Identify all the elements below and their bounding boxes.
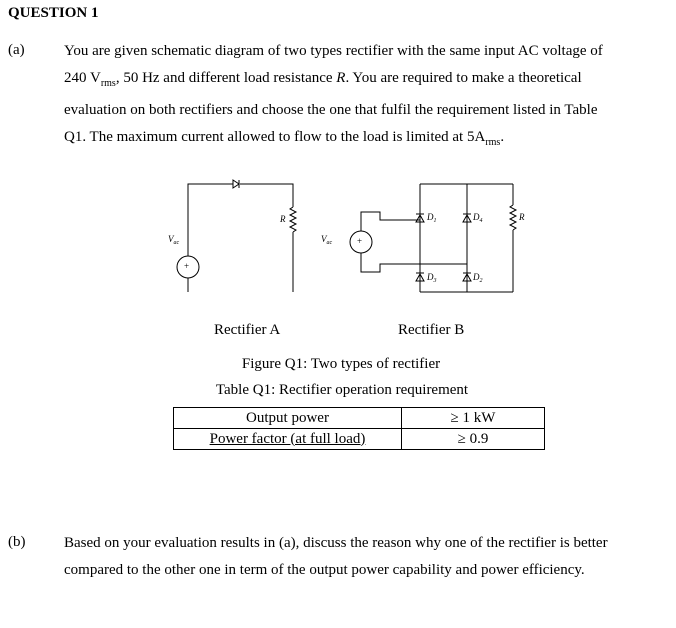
source-b-label: $V_{ac}$ <box>321 234 333 246</box>
part-a-line-1: You are given schematic diagram of two types rectifier with the same input AC voltage of <box>64 43 603 59</box>
rectifier-b-caption: Rectifier B <box>398 322 465 338</box>
table-cell-param: Output power <box>174 408 402 429</box>
part-b-label: (b) <box>8 534 26 550</box>
rectifier-a-caption: Rectifier A <box>214 322 281 338</box>
resistor-b-label: R <box>519 212 525 222</box>
part-a-label: (a) <box>8 42 25 58</box>
plus-sign-b: + <box>357 236 363 246</box>
d1-label: $D_1$ <box>427 212 437 224</box>
resistor-a-icon <box>290 207 296 232</box>
source-a-label: $V_{ac}$ <box>168 234 180 246</box>
table-row <box>174 429 545 450</box>
part-b-text <box>64 530 624 583</box>
resistor-b-icon <box>510 205 516 230</box>
d4-label: $D_4$ <box>473 212 483 224</box>
part-b-line-1: Based on your evaluation results in (a), discuss the reason why one of the rectifier is better <box>64 535 608 551</box>
d2-label: $D_2$ <box>473 272 483 284</box>
part-a-text <box>64 38 624 156</box>
resistor-a-label: R <box>280 214 286 224</box>
d3-label: $D_3$ <box>427 272 437 284</box>
part-a-line-2: 240 $V_{rms}$, 50 Hz and different load resistance R. You are required to make a theoretical <box>64 69 582 89</box>
part-a-line-3: evaluation on both rectifiers and choose the one that fulfil the requirement listed in Table <box>64 102 598 118</box>
table-cell-value: ≥ 1 kW <box>402 408 545 429</box>
figure-caption: Figure Q1: Two types of rectifier <box>241 356 441 372</box>
table-caption: Table Q1: Rectifier operation requirement <box>215 382 469 398</box>
diode-icon <box>233 180 240 188</box>
rectifier-a-circuit <box>177 180 296 292</box>
rectifier-schematics <box>150 170 530 310</box>
part-a-line-4: Q1. The maximum current allowed to flow to the load is limited at $5A_{rms}$. <box>64 128 505 148</box>
part-b-line-2: compared to the other one in term of the output power capability and power efficiency. <box>64 561 585 578</box>
table-row <box>174 408 545 429</box>
plus-sign-a: + <box>184 261 190 271</box>
question-heading: QUESTION 1 <box>8 5 99 21</box>
table-cell-value: ≥ 0.9 <box>402 429 545 450</box>
requirement-table <box>173 407 545 450</box>
table-cell-param: Power factor (at full load) <box>174 429 402 450</box>
